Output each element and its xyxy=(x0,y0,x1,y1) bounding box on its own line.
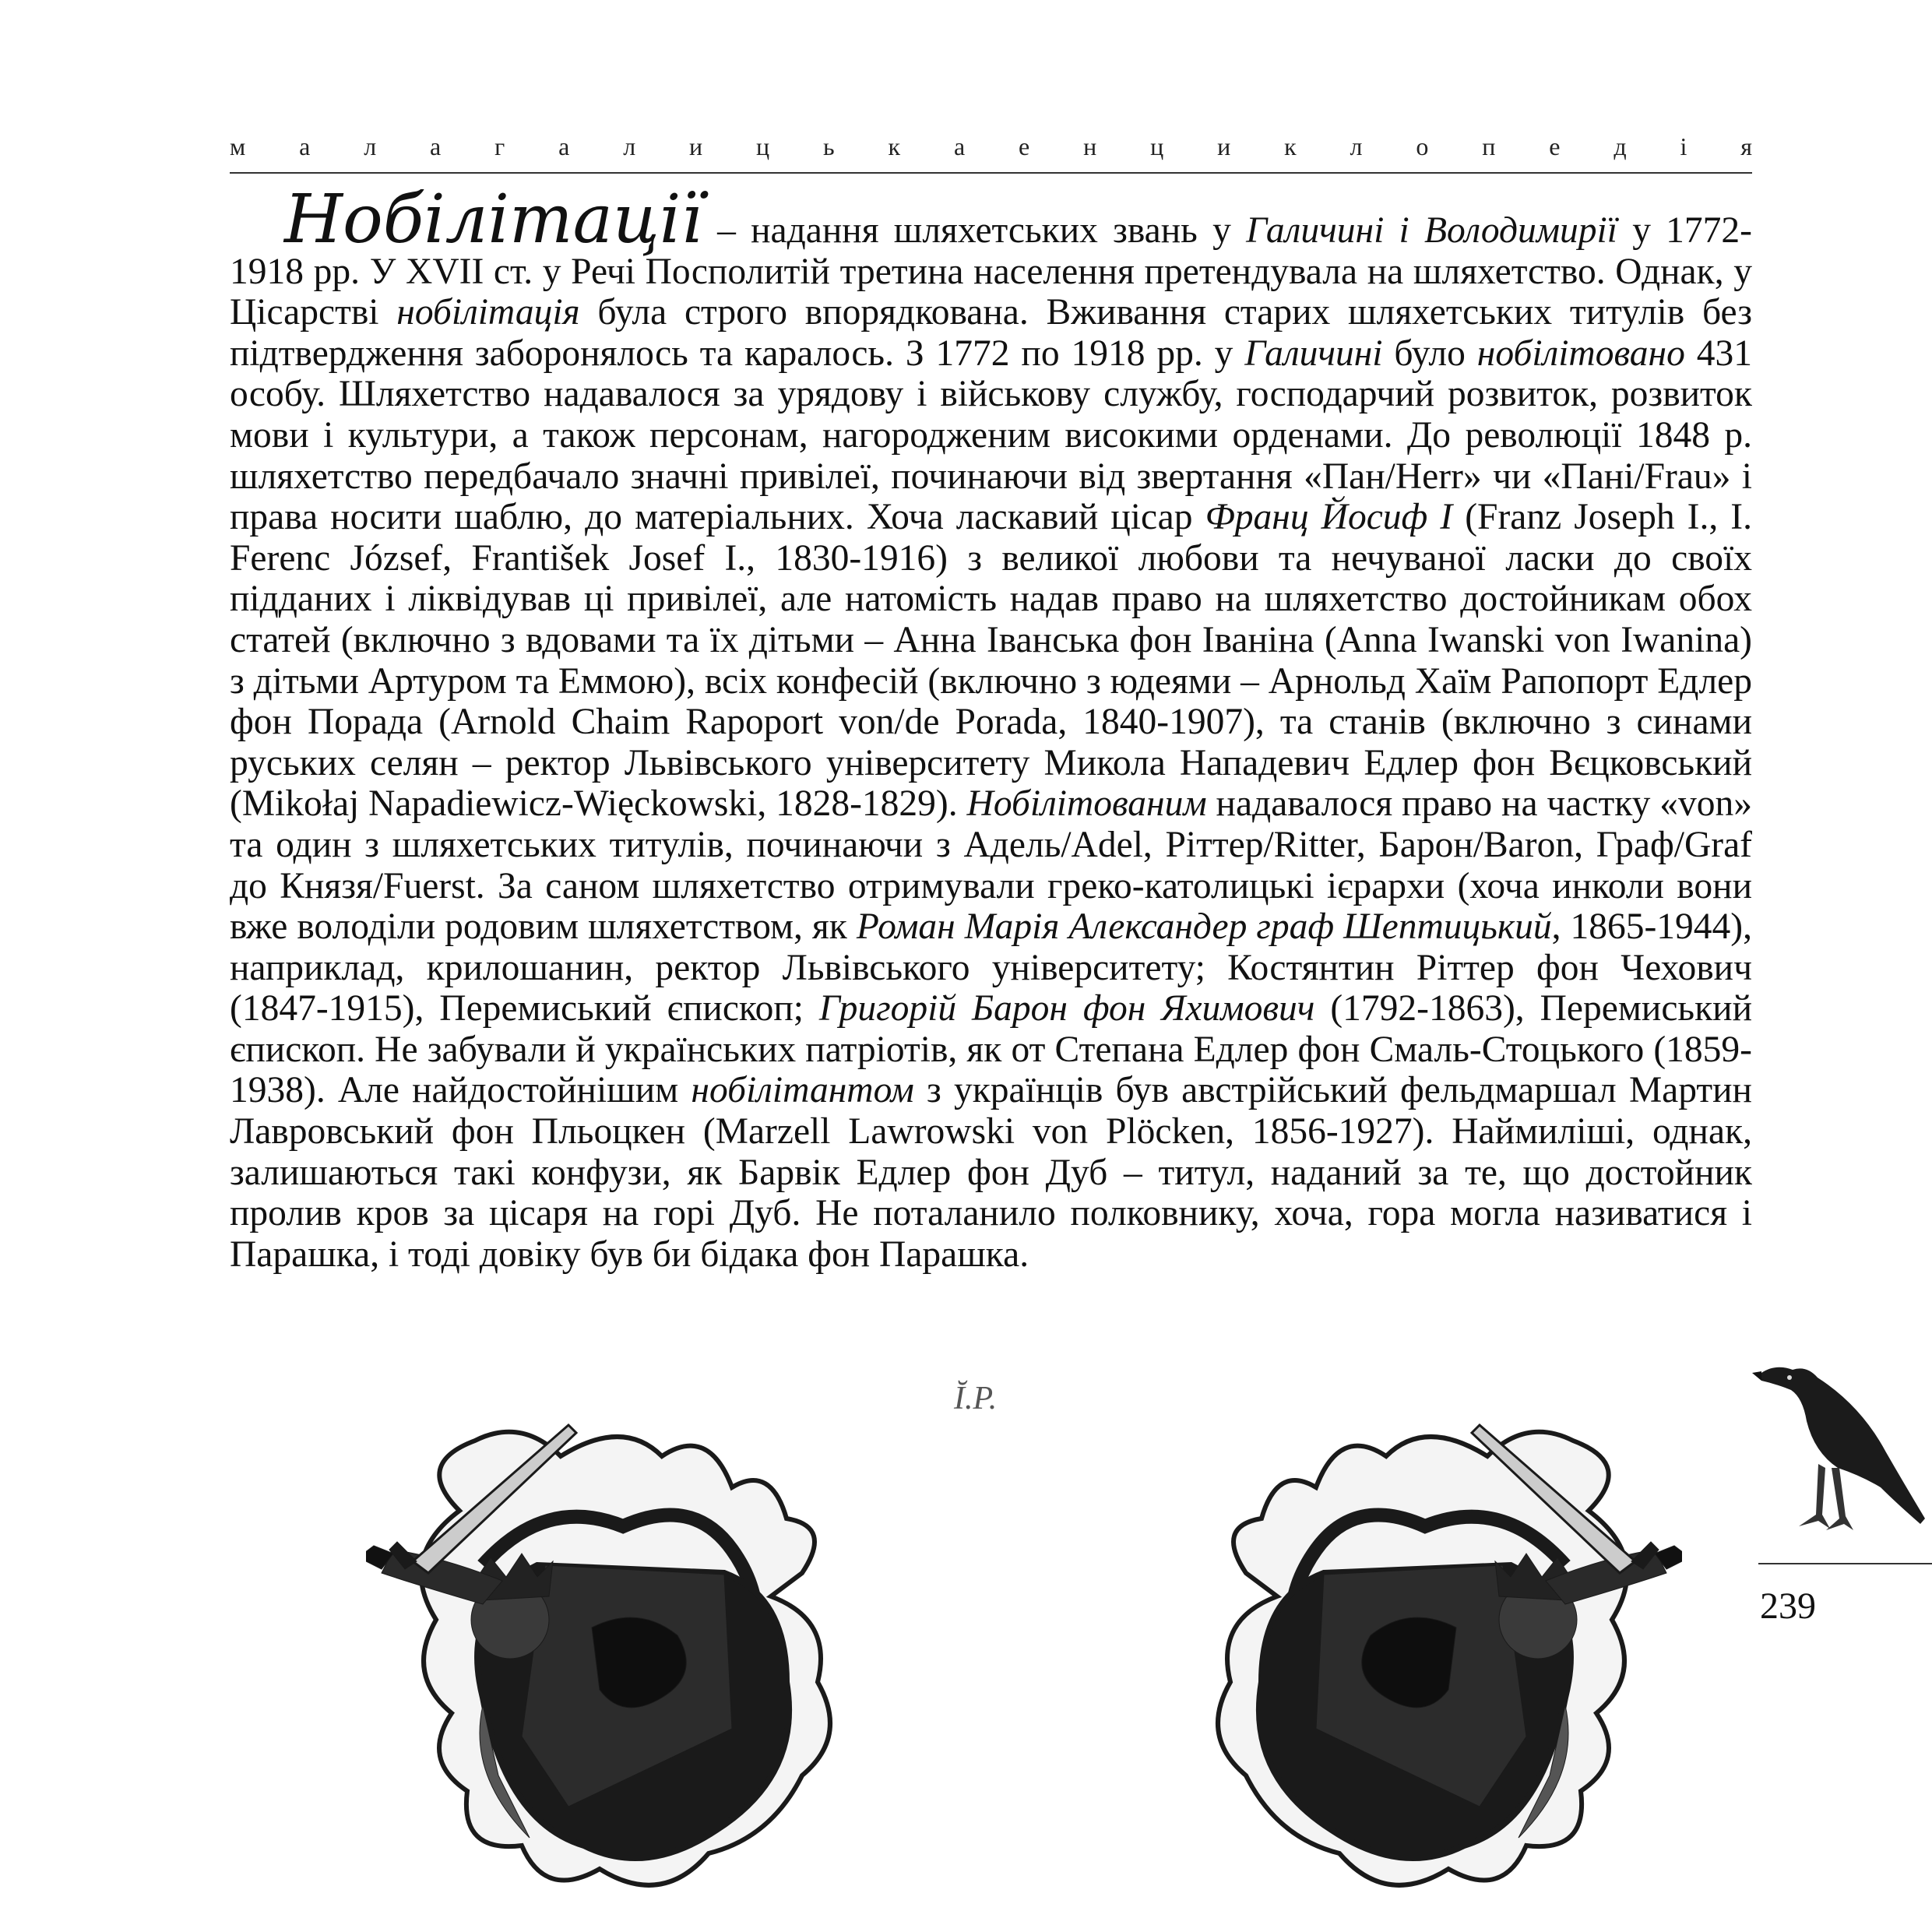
author-signature: Ĭ.P. xyxy=(954,1381,998,1416)
header-letter: о xyxy=(1416,132,1429,160)
header-letter: п xyxy=(1482,132,1496,160)
article-fragment: , 1865-1944), наприклад, крилошанин, ректор Львівського університету; Костянтин Ріттер фон Чехович (1847-1915), Перемиський єпископ; xyxy=(230,906,1753,1029)
header-letter: а xyxy=(430,132,442,160)
page-number: 239 xyxy=(1760,1585,1816,1627)
article-fragment: – надання шляхетських звань у xyxy=(702,210,1247,251)
article-fragment: з українців був австрійський фельдмаршал Мартин Лавровський фон Пльоцкен (Marzell Lawrowski von Plöcken, 1856-1927). Наймиліші, однак, залишаються такі конфузи, як Барвік Едлер фон Дуб – титул, наданий за те, що достойник пролив кров за цісаря на горі Дуб. Не поталанило полковнику, хоча, гора могла називатися і Парашка, і тоді довіку був би бідака фон Парашка. xyxy=(230,1070,1752,1275)
article-italic: нобілітовано xyxy=(1476,333,1685,374)
header-letter: д xyxy=(1614,132,1627,160)
header-letter: и xyxy=(689,132,703,160)
article-fragment: надавалося право на частку «von» та один з шляхетських титулів, починаючи з Адель/Adel, Ріттер/Ritter, Барон/Baron, Граф/Graf до Князя/Fuerst. За саном шляхетство отримували греко-католицькі ієрархи (хоча инколи вони вже володіли родовим шляхетством, як xyxy=(230,783,1753,948)
header-letter: л xyxy=(364,132,377,160)
article-italic: Григорій Барон фон Яхимович xyxy=(818,988,1315,1029)
article-fragment: 431 особу. Шляхетство надавалося за урядову і військову службу, господарчий розвиток, розвиток мови і культури, а також персонам, нагородженим високими орденами. До революції 1848 р. шляхетство передбачало значні привілеї, починаючи від звертання «Пан/Herr» чи «Пані/Frau» і права носити шаблю, до матеріальних. Хоча ласкавий цісар xyxy=(230,333,1752,538)
article-italic: Нобілітованим xyxy=(966,783,1207,825)
crow-rule xyxy=(1758,1563,1932,1564)
article-italic: Галичині і Володимирії xyxy=(1246,210,1617,251)
entry-title: Нобілітації xyxy=(284,181,702,259)
header-letter: а xyxy=(953,132,966,160)
article-fragment: (1792-1863), Перемиський єпископ. Не забували й українських патріотів, як от Степана Едлер фон Смаль-Стоцького (1859-1938). Але найдостойнішим xyxy=(230,988,1752,1111)
article-fragment: було xyxy=(1382,333,1477,374)
crow-icon xyxy=(1744,1359,1931,1554)
article-italic: Франц Йосиф І xyxy=(1205,497,1453,538)
header-letter: ц xyxy=(1150,132,1164,160)
header-letter: е xyxy=(1019,132,1030,160)
header-letter: е xyxy=(1549,132,1561,160)
header-rule xyxy=(230,172,1752,174)
header-letter: я xyxy=(1740,132,1752,160)
article-text xyxy=(230,181,1753,1275)
article-italic: Галичині xyxy=(1244,333,1383,374)
header-letter: л xyxy=(1350,132,1363,160)
header-letter: а xyxy=(558,132,570,160)
article-italic: нобілітація xyxy=(396,292,580,333)
header-letter: и xyxy=(1217,132,1231,160)
header-letter: л xyxy=(623,132,636,160)
coat-of-arms-right-icon xyxy=(1043,1371,1682,1916)
header-letter: к xyxy=(1284,132,1297,160)
header-letter: н xyxy=(1083,132,1097,160)
header-letter: ь xyxy=(823,132,835,160)
header-letter: а xyxy=(299,132,311,160)
article-italic: нобілітантом xyxy=(691,1070,914,1111)
header-letter: к xyxy=(888,132,901,160)
coat-of-arms-left-icon xyxy=(366,1371,1005,1916)
article-fragment: у 1772-1918 рр. У XVII ст. у Речі Посполитій третина населення претендувала на шляхетство. Однак, у Цісарстві xyxy=(230,210,1752,333)
header-letter: ц xyxy=(756,132,770,160)
header-letter: і xyxy=(1680,132,1687,160)
article-fragment: була строго впорядкована. Вживання старих шляхетських титулів без підтвердження заборонялось та каралось. З 1772 по 1918 рр. у xyxy=(230,292,1752,374)
running-header xyxy=(230,131,1752,162)
header-letter: м xyxy=(230,132,246,160)
article-italic: Роман Марія Александер граф Шептицький xyxy=(856,906,1552,948)
article-fragment: (Franz Joseph I., I. Ferenc József, František Josef I., 1830-1916) з великої любови та нечуваної ласки до своїх підданих і ліквідував ці привілеї, але натомість надав право на шляхетство достойникам обох статей (включно з вдовами та їх дітьми – Анна Іванська фон Іваніна (Anna Iwanski von Iwanina) з дітьми Артуром та Еммою), всіх конфесій (включно з юдеями – Арнольд Хаїм Рапопорт Едлер фон Порада (Arnold Chaim Rapoport von/de Porada, 1840-1907), та станів (включно з синами руських селян – ректор Львівського університету Микола Нападевич Едлер фон Вєцковський (Mikołaj Napadiewicz-Więckowski, 1828-1829). xyxy=(230,497,1752,825)
header-letter: г xyxy=(494,132,505,160)
